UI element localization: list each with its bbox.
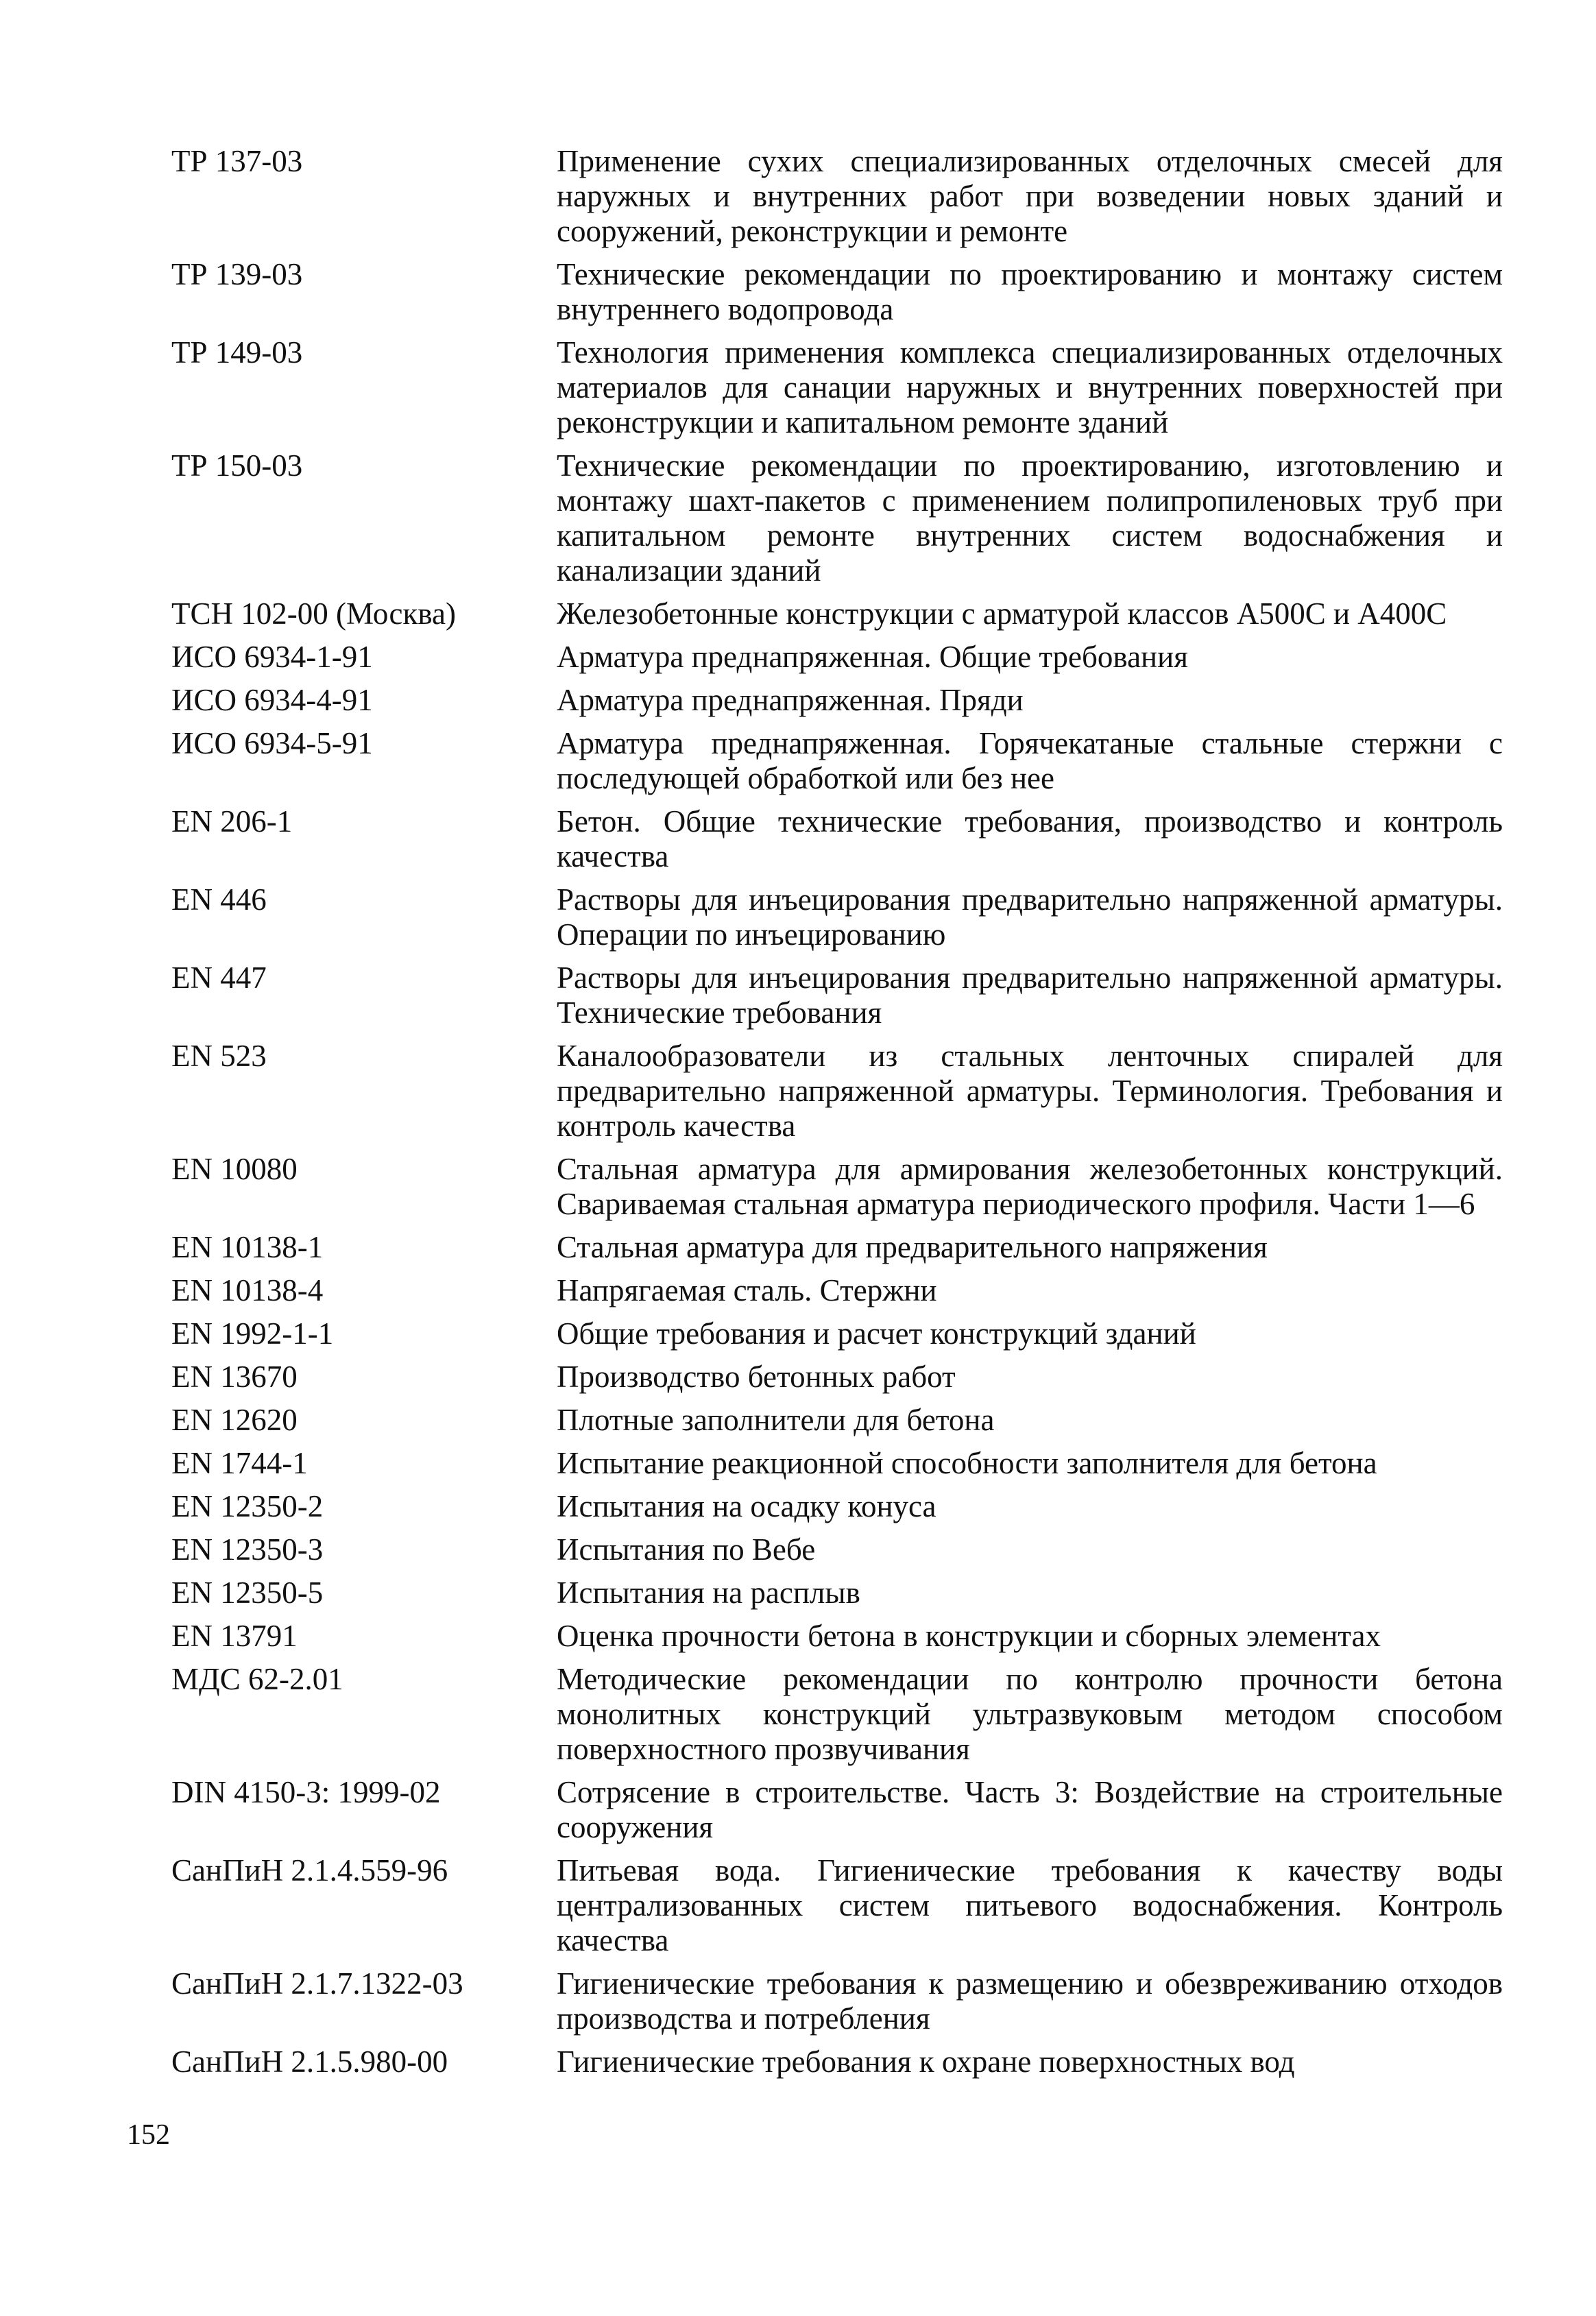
reference-code: ТР 149-03 xyxy=(171,335,303,370)
reference-row xyxy=(171,596,1474,631)
reference-title: Бетон. Общие технические требования, производство и контроль качества xyxy=(557,804,1503,873)
reference-code: ИСО 6934-5-91 xyxy=(171,726,373,760)
reference-row xyxy=(171,1403,1474,1438)
reference-code: EN 446 xyxy=(171,882,267,917)
reference-title: Испытания на расплыв xyxy=(557,1576,860,1610)
reference-row xyxy=(171,804,1503,874)
reference-row xyxy=(171,1230,1474,1265)
reference-row xyxy=(171,1853,1503,1958)
reference-title: Испытание реакционной способности заполнителя для бетона xyxy=(557,1446,1377,1480)
reference-title: Технические рекомендации по проектированию и монтажу систем внутреннего водопровода xyxy=(557,257,1503,326)
reference-title: Напрягаемая сталь. Стержни xyxy=(557,1273,937,1307)
reference-title: Арматура преднапряженная. Пряди xyxy=(557,683,1024,717)
reference-code: EN 13791 xyxy=(171,1619,298,1653)
reference-title: Методические рекомендации по контролю прочности бетона монолитных конструкций ультразвуковым методом способом поверхностного прозвучивания xyxy=(557,1662,1503,1766)
reference-code: EN 12350-2 xyxy=(171,1489,324,1523)
reference-code: EN 10080 xyxy=(171,1152,298,1186)
reference-code: EN 1992-1-1 xyxy=(171,1316,334,1351)
reference-row xyxy=(171,257,1503,327)
reference-code: ИСО 6934-4-91 xyxy=(171,683,373,717)
reference-title: Гигиенические требования к охране поверхностных вод xyxy=(557,2044,1295,2079)
reference-title: Производство бетонных работ xyxy=(557,1360,956,1394)
reference-row xyxy=(171,448,1503,588)
reference-row xyxy=(171,1039,1503,1144)
reference-title: Сотрясение в строительстве. Часть 3: Воздействие на строительные сооружения xyxy=(557,1775,1503,1844)
reference-code: EN 12620 xyxy=(171,1403,298,1437)
reference-code: СанПиН 2.1.5.980-00 xyxy=(171,2044,448,2079)
reference-row xyxy=(171,1273,1474,1308)
reference-code: EN 10138-1 xyxy=(171,1230,324,1264)
reference-title: Испытания по Вебе xyxy=(557,1532,816,1567)
reference-row xyxy=(171,1489,1474,1524)
reference-row xyxy=(171,1316,1474,1351)
reference-row xyxy=(171,961,1503,1030)
reference-code: СанПиН 2.1.7.1322-03 xyxy=(171,1966,463,2001)
reference-title: Арматура преднапряженная. Горячекатаные стальные стержни с последующей обработкой или без нее xyxy=(557,726,1503,795)
reference-title: Общие требования и расчет конструкций зданий xyxy=(557,1316,1196,1351)
reference-list xyxy=(171,144,1503,2088)
reference-code: EN 12350-5 xyxy=(171,1576,324,1610)
reference-title: Плотные заполнители для бетона xyxy=(557,1403,995,1437)
reference-title: Гигиенические требования к размещению и обезвреживанию отходов производства и потребления xyxy=(557,1966,1503,2036)
reference-row xyxy=(171,1532,1474,1567)
reference-code: EN 12350-3 xyxy=(171,1532,324,1567)
reference-row xyxy=(171,1152,1503,1222)
reference-code: EN 523 xyxy=(171,1039,267,1073)
reference-title: Растворы для инъецирования предварительно напряженной арматуры. Операции по инъецированию xyxy=(557,882,1503,952)
reference-row xyxy=(171,1775,1503,1845)
reference-code: EN 1744-1 xyxy=(171,1446,308,1480)
reference-row xyxy=(171,335,1503,440)
reference-code: ТР 150-03 xyxy=(171,448,303,483)
reference-title: Питьевая вода. Гигиенические требования к качеству воды централизованных систем питьевого водоснабжения. Контроль качества xyxy=(557,1853,1503,1957)
reference-code: EN 447 xyxy=(171,961,267,995)
reference-code: СанПиН 2.1.4.559-96 xyxy=(171,1853,448,1887)
reference-code: DIN 4150-3: 1999-02 xyxy=(171,1775,441,1809)
reference-code: МДС 62-2.01 xyxy=(171,1662,343,1696)
reference-title: Испытания на осадку конуса xyxy=(557,1489,936,1523)
reference-title: Технические рекомендации по проектированию, изготовлению и монтажу шахт-пакетов с применением полипропиленовых труб при капитальном ремонте внутренних систем водоснабжения и канализации зданий xyxy=(557,448,1503,588)
reference-code: EN 10138-4 xyxy=(171,1273,324,1307)
reference-code: ИСО 6934-1-91 xyxy=(171,640,373,674)
reference-row xyxy=(171,1662,1503,1767)
reference-row xyxy=(171,2044,1474,2079)
reference-row xyxy=(171,1576,1474,1611)
reference-title: Применение сухих специализированных отделочных смесей для наружных и внутренних работ при возведении новых зданий и сооружений, реконструкции и ремонте xyxy=(557,144,1503,248)
reference-row xyxy=(171,144,1503,249)
reference-title: Железобетонные конструкции с арматурой классов А500С и А400С xyxy=(557,596,1447,631)
reference-title: Технология применения комплекса специализированных отделочных материалов для санации наружных и внутренних поверхностей при реконструкции и капитальном ремонте зданий xyxy=(557,335,1503,439)
reference-code: ТР 137-03 xyxy=(171,144,303,178)
reference-row xyxy=(171,1966,1503,2036)
reference-title: Растворы для инъецирования предварительно напряженной арматуры. Технические требования xyxy=(557,961,1503,1030)
reference-title: Арматура преднапряженная. Общие требования xyxy=(557,640,1188,674)
reference-code: ТСН 102-00 (Москва) xyxy=(171,596,456,631)
reference-title: Каналообразователи из стальных ленточных спиралей для предварительно напряженной арматуры. Терминология. Требования и контроль качества xyxy=(557,1039,1503,1143)
reference-title: Оценка прочности бетона в конструкции и сборных элементах xyxy=(557,1619,1381,1653)
reference-code: ТР 139-03 xyxy=(171,257,303,291)
reference-row xyxy=(171,1446,1474,1481)
reference-row xyxy=(171,640,1474,675)
reference-row xyxy=(171,683,1474,718)
reference-code: EN 206-1 xyxy=(171,804,293,839)
reference-title: Стальная арматура для предварительного напряжения xyxy=(557,1230,1268,1264)
page-number: 152 xyxy=(127,2119,170,2151)
reference-row xyxy=(171,1360,1474,1395)
reference-code: EN 13670 xyxy=(171,1360,298,1394)
reference-row xyxy=(171,1619,1474,1654)
reference-title: Стальная арматура для армирования железобетонных конструкций. Свариваемая стальная арматура периодического профиля. Части 1—6 xyxy=(557,1152,1503,1221)
reference-row xyxy=(171,726,1503,796)
reference-row xyxy=(171,882,1503,952)
